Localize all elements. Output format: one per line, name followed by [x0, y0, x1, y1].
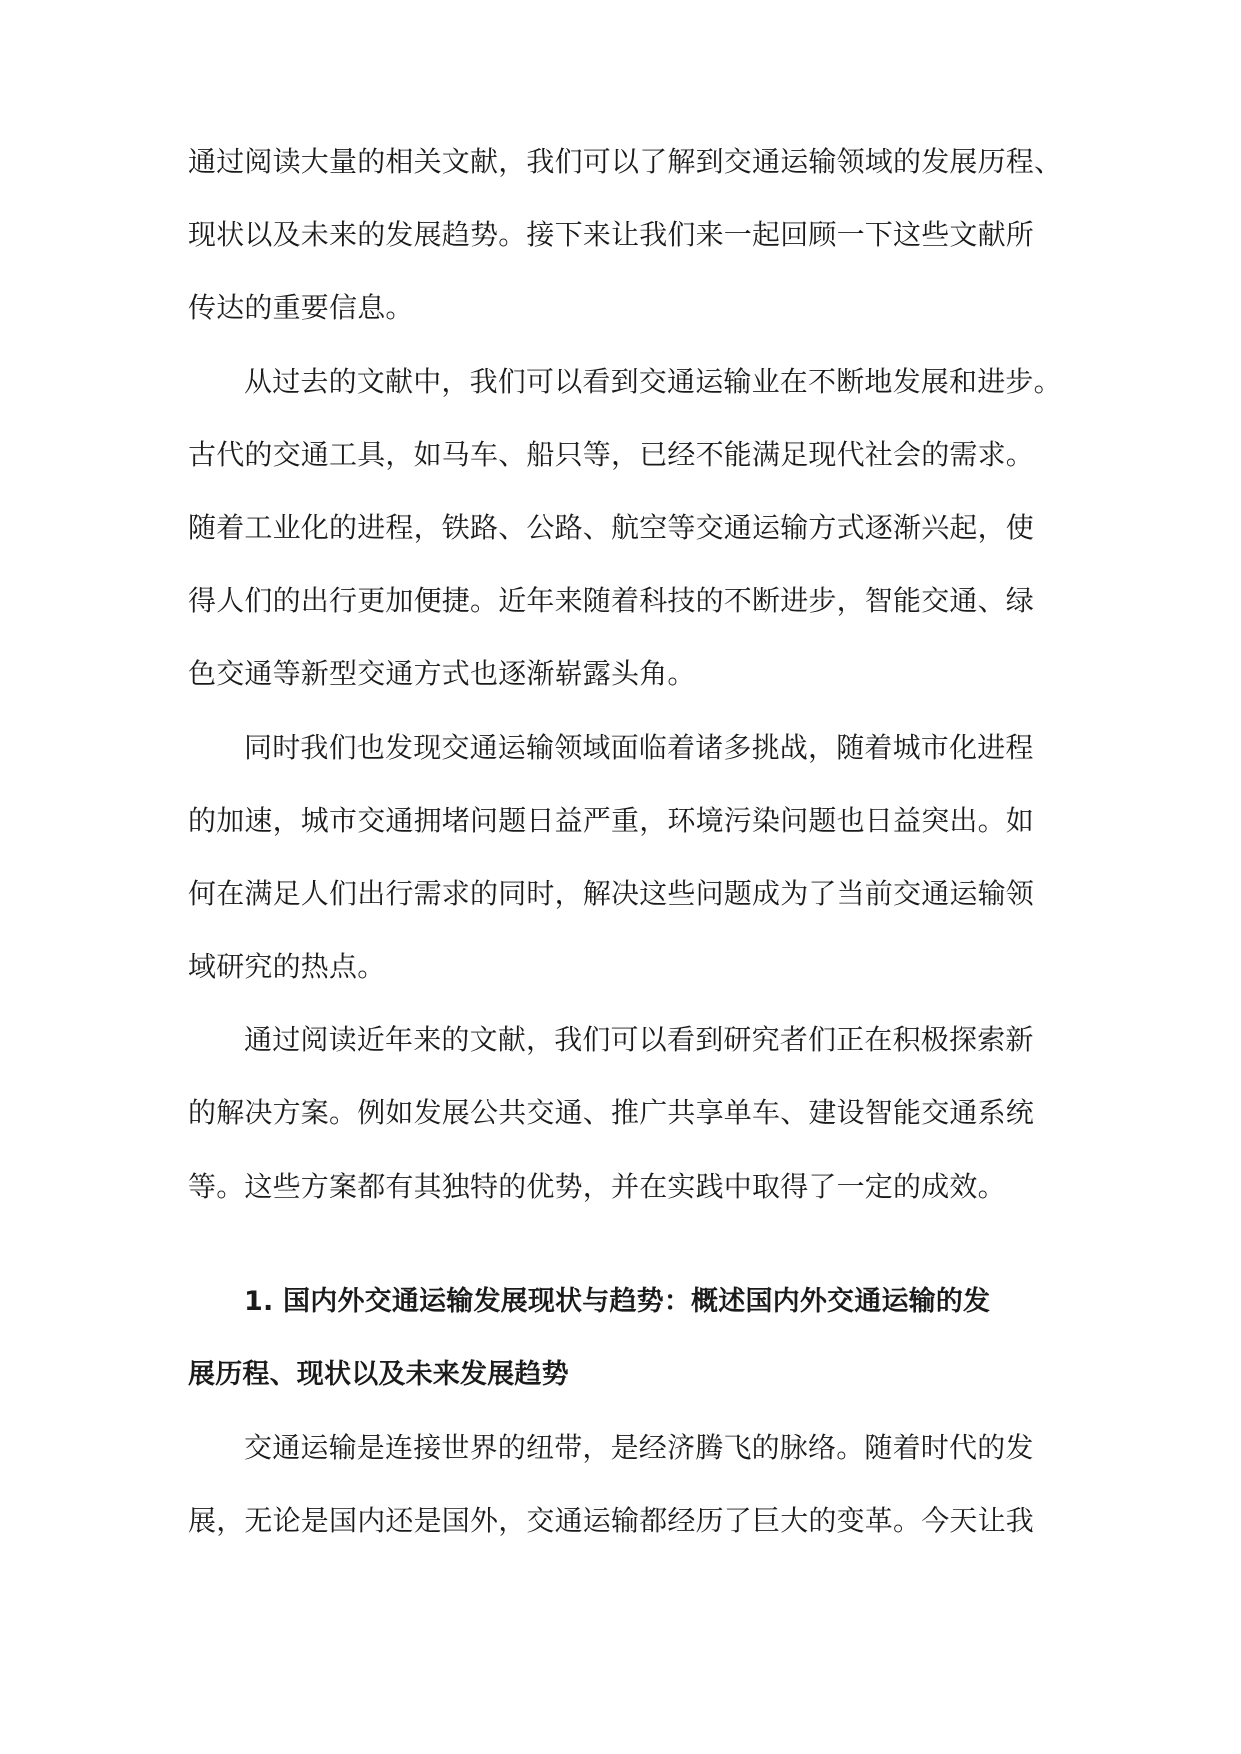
paragraph — [188, 1428, 1088, 1574]
paragraph — [188, 1020, 1088, 1240]
section-heading — [188, 1282, 1088, 1428]
text-line: 传达的重要信息。 — [188, 291, 414, 325]
text-line: 同时我们也发现交通运输领域面临着诸多挑战，随着城市化进程 — [244, 730, 1034, 764]
paragraph — [188, 362, 1088, 728]
text-line: 得人们的出行更加便捷。近年来随着科技的不断进步，智能交通、绿 — [188, 584, 1035, 618]
text-line: 展，无论是国内还是国外，交通运输都经历了巨大的变革。今天让我 — [188, 1504, 1035, 1538]
heading-line: 1. 国内外交通运输发展现状与趋势：概述国内外交通运输的发 — [244, 1285, 991, 1317]
paragraph — [188, 728, 1088, 1021]
text-line: 古代的交通工具，如马车、船只等，已经不能满足现代社会的需求。 — [188, 437, 1035, 471]
document-body — [188, 142, 1088, 1575]
text-line: 色交通等新型交通方式也逐渐崭露头角。 — [188, 657, 696, 691]
text-line: 随着工业化的进程，铁路、公路、航空等交通运输方式逐渐兴起，使 — [188, 510, 1035, 544]
paragraph — [188, 142, 1088, 362]
text-line: 现状以及未来的发展趋势。接下来让我们来一起回顾一下这些文献所 — [188, 218, 1035, 252]
text-line: 通过阅读近年来的文献，我们可以看到研究者们正在积极探索新 — [244, 1023, 1034, 1057]
section-spacer — [188, 1240, 1088, 1282]
text-line: 的解决方案。例如发展公共交通、推广共享单车、建设智能交通系统 — [188, 1096, 1035, 1130]
text-line: 等。这些方案都有其独特的优势，并在实践中取得了一定的成效。 — [188, 1169, 1006, 1203]
text-line: 何在满足人们出行需求的同时，解决这些问题成为了当前交通运输领 — [188, 876, 1035, 910]
text-line: 域研究的热点。 — [188, 950, 386, 984]
text-line: 通过阅读大量的相关文献，我们可以了解到交通运输领域的发展历程、 — [188, 145, 1063, 178]
text-line: 的加速，城市交通拥堵问题日益严重，环境污染问题也日益突出。如 — [188, 803, 1035, 837]
text-line: 从过去的文献中，我们可以看到交通运输业在不断地发展和进步。 — [244, 364, 1062, 398]
heading-line: 展历程、现状以及未来发展趋势 — [188, 1359, 569, 1390]
text-line: 交通运输是连接世界的纽带，是经济腾飞的脉络。随着时代的发 — [244, 1431, 1034, 1465]
